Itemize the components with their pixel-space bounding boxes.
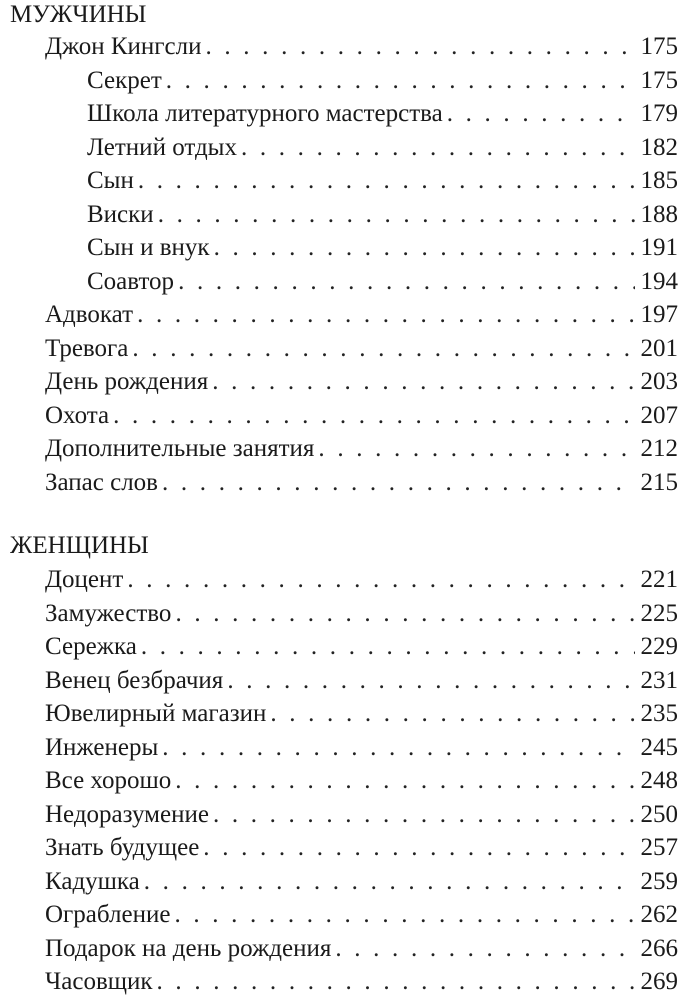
toc-entry-title: Сережка: [45, 633, 137, 660]
dot-leader: [141, 630, 635, 664]
toc-list-women: [0, 563, 684, 999]
toc-entry-page-number: 194: [640, 267, 678, 295]
toc-entry-title: Часовщик: [45, 968, 153, 995]
toc-entry[interactable]: [0, 664, 684, 698]
toc-entry-page-number: 201: [640, 334, 678, 362]
toc-entry-title: Дополнительные занятия: [45, 435, 315, 462]
toc-entry-page-number: 197: [640, 301, 678, 328]
toc-entry[interactable]: [0, 932, 684, 966]
dot-leader: [212, 365, 634, 399]
dot-leader: [335, 932, 634, 966]
toc-entry[interactable]: [0, 265, 684, 299]
toc-entry[interactable]: [0, 198, 684, 232]
dot-leader: [157, 965, 635, 999]
toc-entry[interactable]: [0, 898, 684, 932]
dot-leader: [175, 597, 634, 631]
dot-leader: [213, 798, 635, 832]
toc-entry-page-number: 212: [640, 435, 678, 462]
toc-entry-page-number: 250: [640, 800, 678, 828]
toc-entry[interactable]: [0, 563, 684, 597]
dot-leader: [205, 30, 634, 64]
toc-entry[interactable]: [0, 97, 684, 131]
dot-leader: [178, 265, 634, 299]
toc-entry-title: Ограбление: [45, 901, 171, 928]
dot-leader: [137, 298, 634, 332]
dot-leader: [158, 198, 635, 232]
toc-entry-page-number: 229: [640, 633, 678, 660]
dot-leader: [270, 697, 634, 731]
toc-entry-title: Доцент: [45, 566, 124, 593]
toc-entry[interactable]: [0, 231, 684, 265]
toc-entry-title: Соавтор: [87, 267, 175, 295]
toc-entry-title: Знать будущее: [45, 834, 200, 861]
toc-entry[interactable]: [0, 466, 684, 500]
toc-entry[interactable]: [0, 30, 684, 64]
dot-leader: [174, 898, 634, 932]
dot-leader: [127, 563, 634, 597]
toc-entry-title: Охота: [45, 401, 110, 429]
toc-entry[interactable]: [0, 630, 684, 664]
toc-entry-title: Замужество: [45, 599, 172, 627]
toc-entry-title: Виски: [87, 200, 154, 228]
toc-entry-title: Венец безбрачия: [45, 666, 224, 694]
toc-entry[interactable]: [0, 64, 684, 98]
toc-entry-page-number: 185: [640, 167, 678, 194]
toc-entry-page-number: 175: [640, 66, 678, 94]
toc-entry-title: Тревога: [45, 334, 129, 362]
toc-entry-title: Подарок на день рождения: [45, 934, 332, 962]
toc-entry[interactable]: [0, 597, 684, 631]
toc-entry-page-number: 221: [640, 566, 678, 593]
toc-entry-page-number: 231: [640, 666, 678, 694]
toc-entry-page-number: 248: [640, 767, 678, 794]
dot-leader: [318, 432, 634, 466]
toc-entry-title: Инженеры: [45, 733, 159, 761]
dot-leader: [162, 731, 634, 765]
dot-leader: [166, 64, 635, 98]
toc-entry[interactable]: [0, 164, 684, 198]
toc-entry[interactable]: [0, 332, 684, 366]
toc-entry-page-number: 235: [640, 700, 678, 727]
toc-entry-page-number: 266: [640, 934, 678, 962]
toc-entry-title: Ювелирный магазин: [45, 700, 267, 727]
section-heading-women: ЖЕНЩИНЫ: [10, 532, 149, 559]
toc-list-men: [0, 30, 684, 499]
toc-entry[interactable]: [0, 965, 684, 999]
dot-leader: [447, 97, 635, 131]
toc-entry-title: День рождения: [45, 368, 209, 395]
dot-leader: [132, 332, 634, 366]
dot-leader: [113, 399, 634, 433]
toc-entry-page-number: 262: [640, 901, 678, 928]
toc-entry-title: Джон Кингсли: [45, 33, 202, 60]
toc-entry[interactable]: [0, 399, 684, 433]
dot-leader: [162, 466, 635, 500]
toc-entry-page-number: 257: [640, 834, 678, 861]
toc-entry-title: Все хорошо: [45, 767, 172, 794]
toc-entry[interactable]: [0, 798, 684, 832]
dot-leader: [144, 865, 635, 899]
toc-entry-page-number: 207: [640, 401, 678, 429]
toc-entry[interactable]: [0, 131, 684, 165]
toc-entry[interactable]: [0, 298, 684, 332]
toc-entry-page-number: 182: [640, 133, 678, 161]
toc-entry-page-number: 225: [640, 599, 678, 627]
toc-entry-page-number: 179: [640, 100, 678, 127]
toc-entry-page-number: 215: [640, 468, 678, 496]
toc-entry-page-number: 175: [640, 33, 678, 60]
dot-leader: [214, 231, 635, 265]
toc-entry-page-number: 269: [640, 968, 678, 995]
toc-entry[interactable]: [0, 831, 684, 865]
toc-entry-title: Сын: [87, 167, 134, 194]
toc-entry[interactable]: [0, 865, 684, 899]
toc-entry-page-number: 203: [640, 368, 678, 395]
toc-entry-title: Школа литературного мастерства: [87, 100, 443, 127]
toc-entry-title: Кадушка: [45, 867, 140, 895]
toc-entry-title: Летний отдых: [87, 133, 237, 161]
section-heading-men: МУЖЧИНЫ: [10, 1, 147, 28]
toc-entry-title: Адвокат: [45, 301, 134, 328]
toc-entry-page-number: 188: [640, 200, 678, 228]
toc-entry-title: Запас слов: [45, 468, 158, 496]
dot-leader: [203, 831, 634, 865]
toc-entry-page-number: 191: [640, 234, 678, 261]
toc-entry-page-number: 245: [640, 733, 678, 761]
toc-entry-title: Секрет: [87, 66, 162, 94]
toc-entry-page-number: 259: [640, 867, 678, 895]
dot-leader: [227, 664, 634, 698]
toc-entry[interactable]: [0, 764, 684, 798]
toc-entry[interactable]: [0, 697, 684, 731]
dot-leader: [241, 131, 635, 165]
toc-entry[interactable]: [0, 365, 684, 399]
toc-entry[interactable]: [0, 731, 684, 765]
toc-entry[interactable]: [0, 432, 684, 466]
toc-entry-title: Сын и внук: [87, 234, 210, 261]
toc-entry-title: Недоразумение: [45, 800, 209, 828]
dot-leader: [175, 764, 634, 798]
dot-leader: [138, 164, 635, 198]
